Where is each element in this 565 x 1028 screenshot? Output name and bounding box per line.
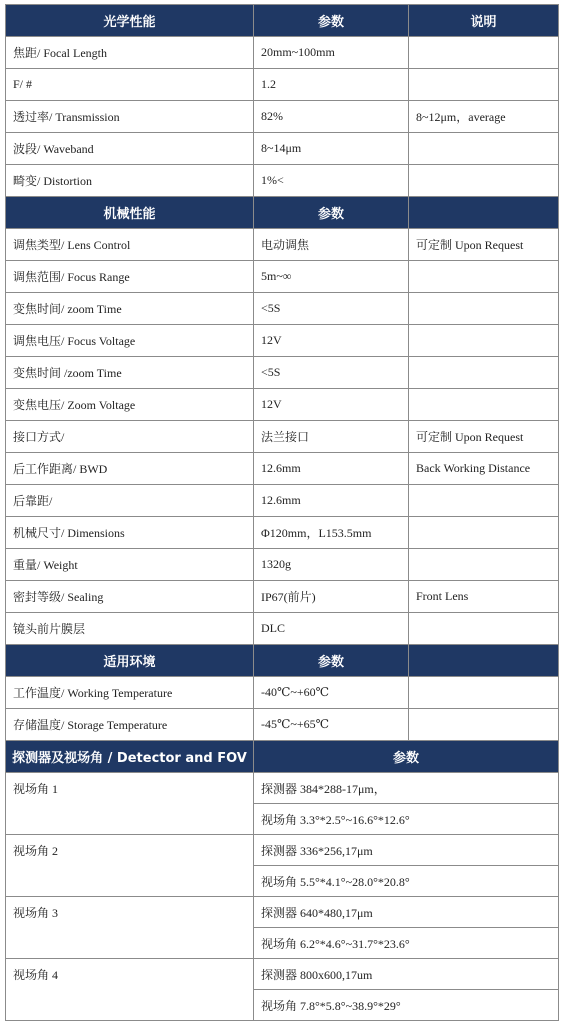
table-row [6, 69, 559, 101]
fov-angle-cell: 视场角 5.5°*4.1°~28.0°*20.8° [254, 866, 559, 897]
label-cell: 畸变/ Distortion [6, 165, 254, 197]
label-cell: 镜头前片膜层 [6, 613, 254, 645]
table-row [6, 293, 559, 325]
fov-row [6, 773, 559, 804]
table-row [6, 101, 559, 133]
note-cell [409, 69, 559, 101]
label-cell: 变焦时间/ zoom Time [6, 293, 254, 325]
table-row [6, 325, 559, 357]
environment-section-header [6, 645, 559, 677]
note-cell: Back Working Distance [409, 453, 559, 485]
note-cell [409, 293, 559, 325]
note-cell [409, 133, 559, 165]
value-cell: DLC [254, 613, 409, 645]
table-row [6, 581, 559, 613]
detector-cell: 探测器 384*288-17μm， [254, 773, 559, 804]
note-cell [409, 357, 559, 389]
table-row [6, 133, 559, 165]
fov-row [6, 959, 559, 990]
note-cell [409, 677, 559, 709]
label-cell: 后工作距离/ BWD [6, 453, 254, 485]
header-cell: 参数 [254, 197, 409, 229]
table-row [6, 517, 559, 549]
fov-name-cell: 视场角 2 [6, 835, 254, 897]
label-cell: 后靠距/ [6, 485, 254, 517]
value-cell: Φ120mm，L153.5mm [254, 517, 409, 549]
header-cell: 适用环境 [6, 645, 254, 677]
header-cell: 探测器及视场角 / Detector and FOV [6, 741, 254, 773]
mechanical-section-header [6, 197, 559, 229]
value-cell: 12.6mm [254, 485, 409, 517]
detector-cell: 探测器 640*480,17μm [254, 897, 559, 928]
label-cell: 接口方式/ [6, 421, 254, 453]
value-cell: 82% [254, 101, 409, 133]
note-cell [409, 261, 559, 293]
header-cell [409, 645, 559, 677]
value-cell: -40℃~+60℃ [254, 677, 409, 709]
table-row [6, 549, 559, 581]
label-cell: 存储温度/ Storage Temperature [6, 709, 254, 741]
note-cell [409, 165, 559, 197]
label-cell: F/ # [6, 69, 254, 101]
fov-row [6, 897, 559, 928]
fov-row [6, 835, 559, 866]
fov-name-cell: 视场角 4 [6, 959, 254, 1021]
table-row [6, 613, 559, 645]
header-cell: 机械性能 [6, 197, 254, 229]
table-row [6, 229, 559, 261]
table-row [6, 677, 559, 709]
fov-name-cell: 视场角 1 [6, 773, 254, 835]
fov-section-header [6, 741, 559, 773]
value-cell: 1%< [254, 165, 409, 197]
note-cell [409, 389, 559, 421]
note-cell [409, 613, 559, 645]
value-cell: 5m~∞ [254, 261, 409, 293]
table-row [6, 357, 559, 389]
label-cell: 变焦电压/ Zoom Voltage [6, 389, 254, 421]
table-row [6, 453, 559, 485]
value-cell: 1.2 [254, 69, 409, 101]
value-cell: 法兰接口 [254, 421, 409, 453]
value-cell: <5S [254, 357, 409, 389]
label-cell: 密封等级/ Sealing [6, 581, 254, 613]
label-cell: 机械尺寸/ Dimensions [6, 517, 254, 549]
value-cell: 12V [254, 325, 409, 357]
value-cell: 8~14μm [254, 133, 409, 165]
label-cell: 工作温度/ Working Temperature [6, 677, 254, 709]
label-cell: 焦距/ Focal Length [6, 37, 254, 69]
lens-spec-table [5, 4, 559, 1021]
note-cell: 8~12μm，average [409, 101, 559, 133]
note-cell [409, 485, 559, 517]
table-row [6, 261, 559, 293]
label-cell: 重量/ Weight [6, 549, 254, 581]
note-cell [409, 709, 559, 741]
value-cell: IP67(前片) [254, 581, 409, 613]
fov-angle-cell: 视场角 3.3°*2.5°~16.6°*12.6° [254, 804, 559, 835]
header-cell: 参数 [254, 645, 409, 677]
note-cell: 可定制 Upon Request [409, 421, 559, 453]
fov-name-cell: 视场角 3 [6, 897, 254, 959]
table-row [6, 37, 559, 69]
header-cell: 参数 [254, 741, 559, 773]
label-cell: 变焦时间 /zoom Time [6, 357, 254, 389]
label-cell: 透过率/ Transmission [6, 101, 254, 133]
detector-cell: 探测器 800x600,17um [254, 959, 559, 990]
optical-section-header [6, 5, 559, 37]
value-cell: 20mm~100mm [254, 37, 409, 69]
value-cell: <5S [254, 293, 409, 325]
label-cell: 波段/ Waveband [6, 133, 254, 165]
header-cell: 说明 [409, 5, 559, 37]
fov-angle-cell: 视场角 7.8°*5.8°~38.9°*29° [254, 990, 559, 1021]
value-cell: 12.6mm [254, 453, 409, 485]
note-cell [409, 325, 559, 357]
note-cell [409, 549, 559, 581]
note-cell: Front Lens [409, 581, 559, 613]
table-row [6, 165, 559, 197]
value-cell: 1320g [254, 549, 409, 581]
table-row [6, 389, 559, 421]
table-row [6, 709, 559, 741]
value-cell: 电动调焦 [254, 229, 409, 261]
fov-angle-cell: 视场角 6.2°*4.6°~31.7°*23.6° [254, 928, 559, 959]
header-cell: 光学性能 [6, 5, 254, 37]
value-cell: -45℃~+65℃ [254, 709, 409, 741]
table-row [6, 421, 559, 453]
value-cell: 12V [254, 389, 409, 421]
spec-table-body [6, 5, 559, 1021]
note-cell [409, 517, 559, 549]
label-cell: 调焦电压/ Focus Voltage [6, 325, 254, 357]
detector-cell: 探测器 336*256,17μm [254, 835, 559, 866]
header-cell: 参数 [254, 5, 409, 37]
header-cell [409, 197, 559, 229]
label-cell: 调焦范围/ Focus Range [6, 261, 254, 293]
table-row [6, 485, 559, 517]
note-cell [409, 37, 559, 69]
note-cell: 可定制 Upon Request [409, 229, 559, 261]
label-cell: 调焦类型/ Lens Control [6, 229, 254, 261]
